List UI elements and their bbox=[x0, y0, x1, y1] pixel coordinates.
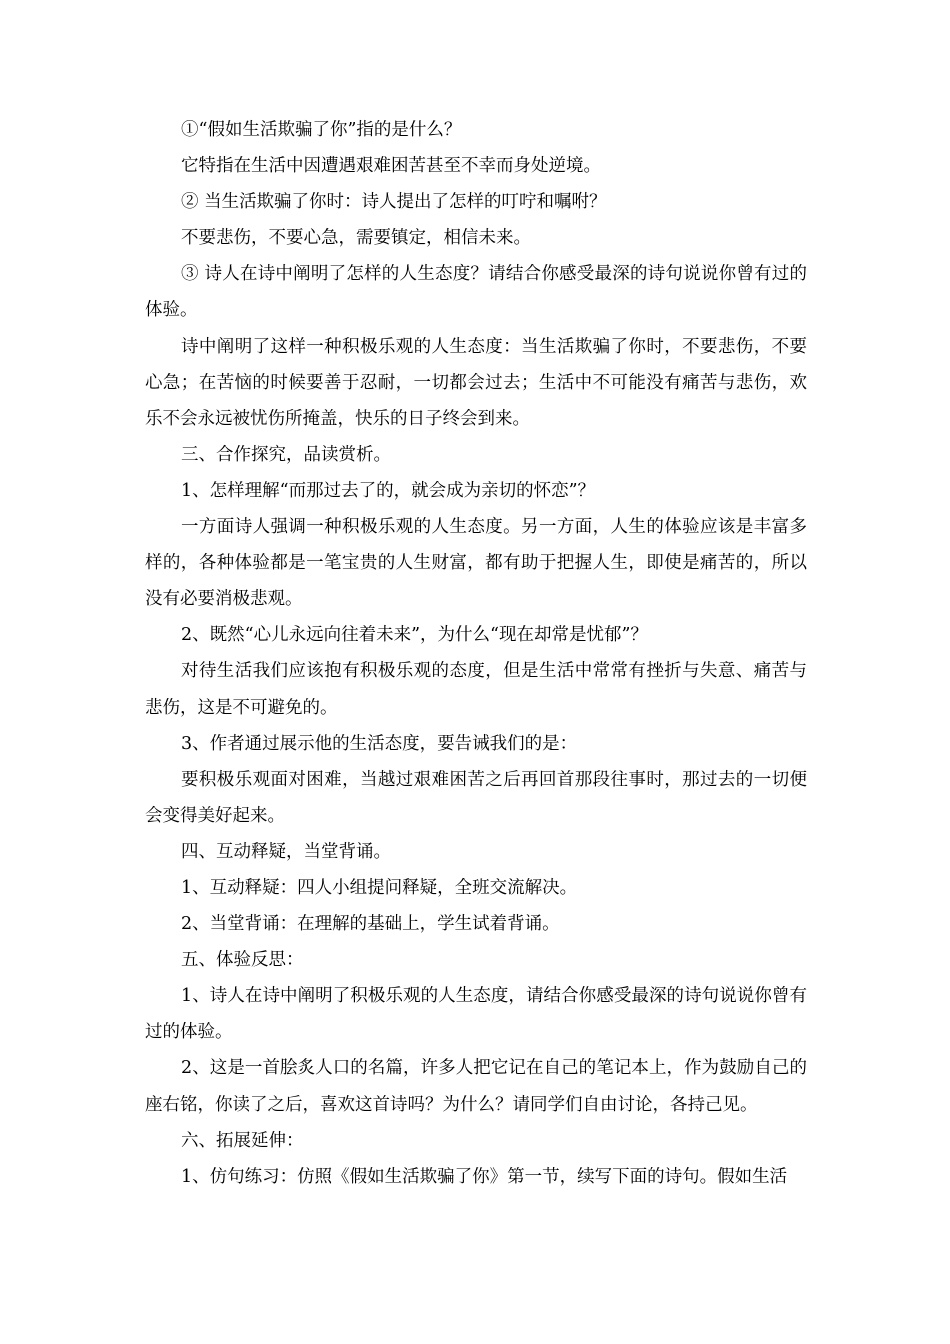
paragraph-item-4-2: 2、当堂背诵：在理解的基础上，学生试着背诵。 bbox=[181, 914, 560, 935]
section-heading-4: 四、互动释疑，当堂背诵。 bbox=[181, 841, 391, 862]
section-heading-3: 三、合作探究，品读赏析。 bbox=[181, 444, 391, 465]
paragraph-item-5-2: 2、这是一首脍炙人口的名篇，许多人把它记在自己的笔记本上，作为鼓励自己的座右铭，你读了之后，喜欢这首诗吗？为什么？请同学们自由讨论，各持己见。 bbox=[145, 1058, 807, 1115]
paragraph-item-4-1: 1、互动释疑：四人小组提问释疑，全班交流解决。 bbox=[181, 877, 578, 898]
paragraph-a1: 它特指在生活中因遭遇艰难困苦甚至不幸而身处逆境。 bbox=[181, 156, 601, 177]
paragraph-a2: 不要悲伤，不要心急，需要镇定，相信未来。 bbox=[181, 228, 531, 249]
paragraph-q3: ③ 诗人在诗中阐明了怎样的人生态度？请结合你感受最深的诗句说说你曾有过的体验。 bbox=[145, 264, 807, 321]
paragraph-q2: ② 当生活欺骗了你时：诗人提出了怎样的叮咛和嘱咐？ bbox=[181, 192, 607, 213]
section-heading-6: 六、拓展延伸： bbox=[181, 1130, 304, 1151]
paragraph-item-3-1: 1、怎样理解“而那过去了的，就会成为亲切的怀恋”？ bbox=[181, 480, 596, 501]
paragraph-a3: 诗中阐明了这样一种积极乐观的人生态度：当生活欺骗了你时，不要悲伤，不要心急；在苦恼的时候要善于忍耐，一切都会过去；生活中不可能没有痛苦与悲伤，欢乐不会永远被忧伤所掩盖，快乐的日子终会到来。 bbox=[145, 336, 807, 429]
paragraph-item-6-1: 1、仿句练习：仿照《假如生活欺骗了你》第一节，续写下面的诗句。假如生活 bbox=[181, 1166, 788, 1187]
section-heading-5: 五、体验反思： bbox=[181, 950, 304, 971]
paragraph-item-5-1: 1、诗人在诗中阐明了积极乐观的人生态度，请结合你感受最深的诗句说说你曾有过的体验。 bbox=[145, 986, 807, 1043]
document-body bbox=[145, 112, 807, 1195]
paragraph-item-3-2: 2、既然“心儿永远向往着未来”，为什么“现在却常是忧郁”？ bbox=[181, 625, 648, 646]
paragraph-item-3-3: 3、作者通过展示他的生活态度，要告诫我们的是： bbox=[181, 733, 578, 754]
paragraph-q1: ①“假如生活欺骗了你”指的是什么？ bbox=[181, 120, 462, 140]
paragraph-answer-3-3: 要积极乐观面对困难，当越过艰难困苦之后再回首那段往事时，那过去的一切便会变得美好起来。 bbox=[145, 769, 807, 826]
paragraph-answer-3-2: 对待生活我们应该抱有积极乐观的态度，但是生活中常常有挫折与失意、痛苦与悲伤，这是不可避免的。 bbox=[145, 661, 807, 718]
paragraph-answer-3-1: 一方面诗人强调一种积极乐观的人生态度。另一方面，人生的体验应该是丰富多样的，各种体验都是一笔宝贵的人生财富，都有助于把握人生，即使是痛苦的，所以没有必要消极悲观。 bbox=[145, 517, 807, 610]
